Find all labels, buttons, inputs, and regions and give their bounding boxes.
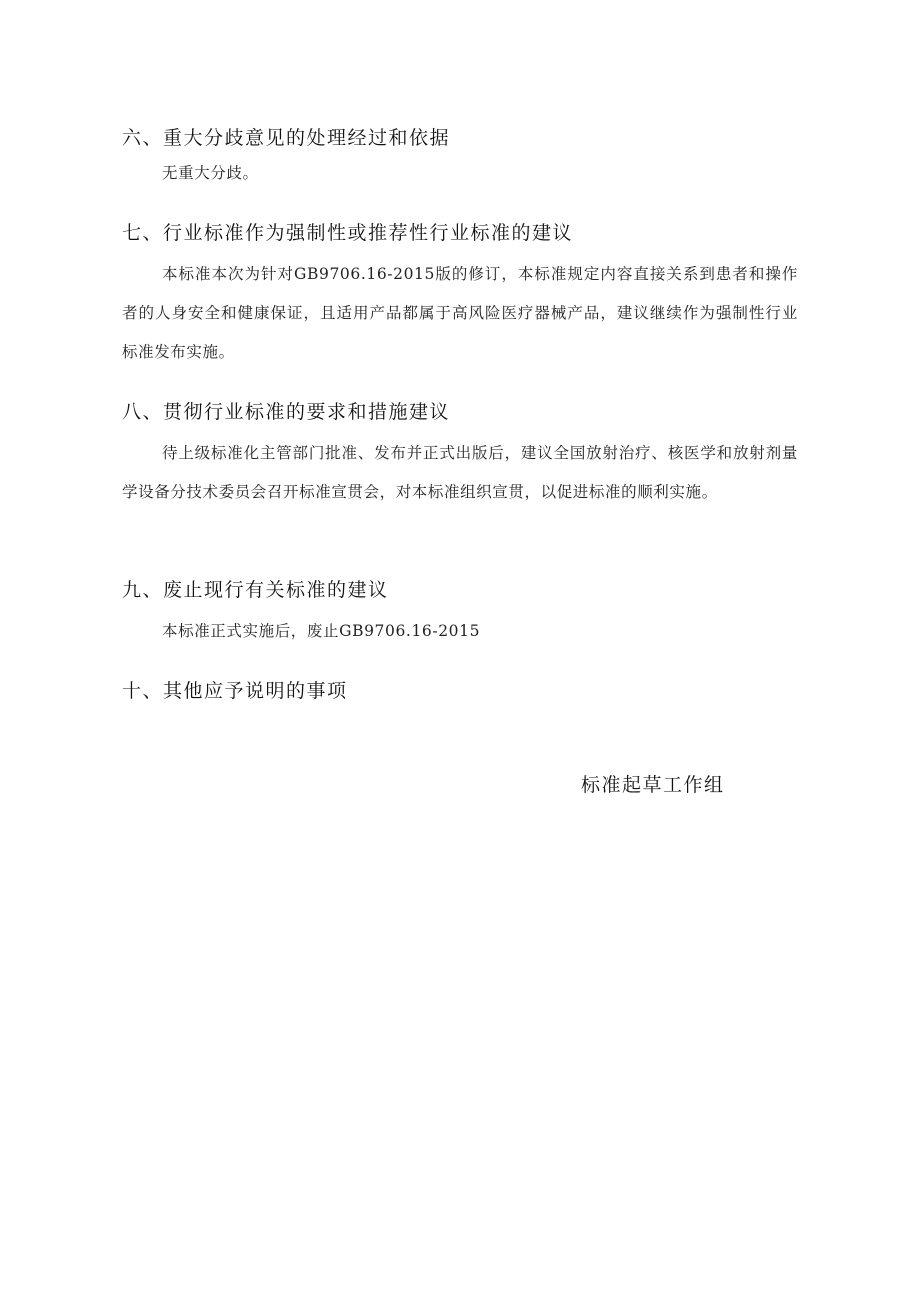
section-6-heading: 六、重大分歧意见的处理经过和依据 (122, 127, 451, 149)
section-7-body: 本标准本次为针对GB9706.16-2015版的修订，本标准规定内容直接关系到患者和操作者的人身安全和健康保证，且适用产品都属于高风险医疗器械产品，建议继续作为强制性行业标准发布实施。 (122, 265, 798, 361)
section-10-heading: 十、其他应予说明的事项 (122, 680, 348, 702)
section-7-heading: 七、行业标准作为强制性或推荐性行业标准的建议 (122, 222, 574, 244)
signature: 标准起草工作组 (581, 774, 725, 796)
section-8-heading: 八、贯彻行业标准的要求和措施建议 (122, 401, 451, 423)
section-6-body: 无重大分歧。 (162, 164, 259, 182)
section-9-body: 本标准正式实施后，废止GB9706.16-2015 (162, 622, 481, 640)
section-9-heading: 九、废止现行有关标准的建议 (122, 579, 389, 601)
section-8-body: 待上级标准化主管部门批准、发布并正式出版后，建议全国放射治疗、核医学和放射剂量学设备分技术委员会召开标准宣贯会，对本标准组织宣贯，以促进标准的顺利实施。 (122, 444, 798, 501)
